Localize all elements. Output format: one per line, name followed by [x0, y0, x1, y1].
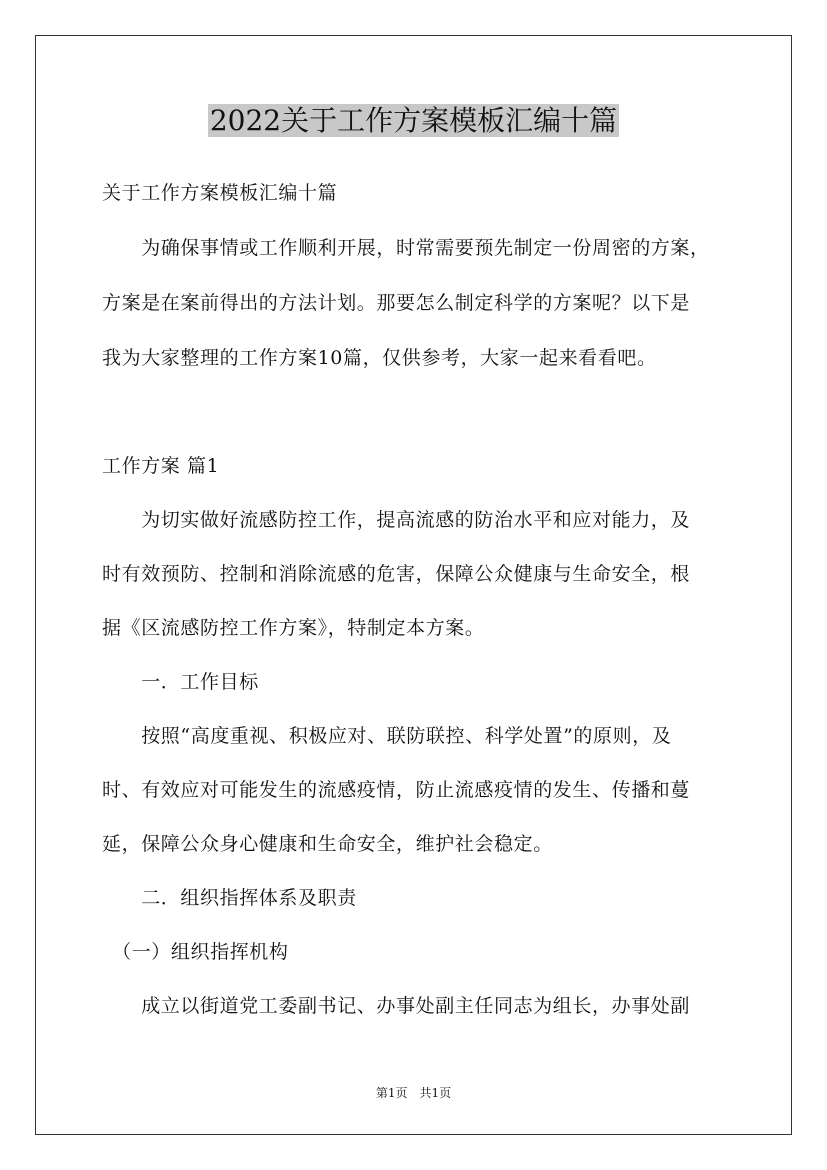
para2-line-2: 时、有效应对可能发生的流感疫情，防止流感疫情的发生、传播和蔓	[102, 779, 691, 801]
para2-line-1: 按照“高度重视、积极应对、联防联控、科学处置”的原则，及	[102, 725, 672, 747]
section-heading: 工作方案 篇1	[102, 455, 220, 477]
intro-line-1: 为确保事情或工作顺利开展，时常需要预先制定一份周密的方案，	[102, 237, 710, 259]
page-footer: 第1页 共1页	[375, 1086, 452, 1100]
document-title	[0, 101, 827, 141]
item-heading-2: 二．组织指挥体系及职责	[102, 887, 357, 909]
document-subtitle: 关于工作方案模板汇编十篇	[102, 182, 338, 204]
para1-line-2: 时有效预防、控制和消除流感的危害，保障公众健康与生命安全，根	[102, 563, 691, 585]
intro-line-2: 方案是在案前得出的方法计划。那要怎么制定科学的方案呢？以下是	[102, 292, 691, 314]
item-heading-1: 一．工作目标	[102, 671, 259, 693]
item-subheading: （一）组织指挥机构	[102, 941, 289, 963]
document-title-text: 2022关于工作方案模板汇编十篇	[209, 104, 618, 137]
para1-line-3: 据《区流感防控工作方案》，特制定本方案。	[102, 617, 485, 639]
intro-line-3: 我为大家整理的工作方案10篇，仅供参考，大家一起来看看吧。	[102, 347, 657, 369]
para3-line-1: 成立以街道党工委副书记、办事处副主任同志为组长，办事处副	[102, 995, 691, 1017]
para2-line-3: 延，保障公众身心健康和生命安全，维护社会稳定。	[102, 833, 553, 855]
para1-line-1: 为切实做好流感防控工作，提高流感的防治水平和应对能力，及	[102, 509, 691, 531]
